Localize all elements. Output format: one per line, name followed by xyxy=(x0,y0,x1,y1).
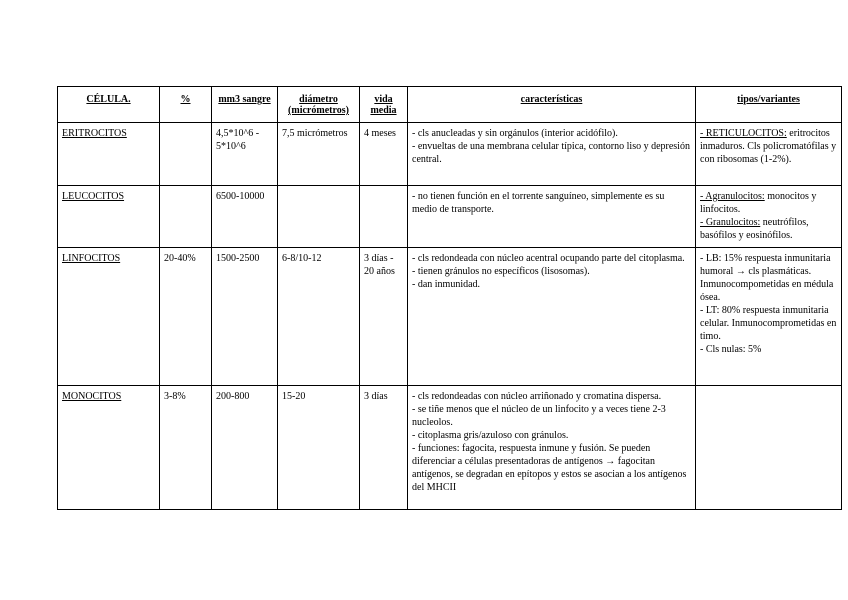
type-line: - Granulocitos: neutrófilos, basófilos y eosinófilos. xyxy=(700,217,809,241)
header-diameter: diámetro (micrómetros) xyxy=(278,87,360,123)
cell-count: 6500-10000 xyxy=(212,186,278,248)
header-mm3: mm3 sangre xyxy=(212,87,278,123)
cell-life: 3 días - 20 años xyxy=(360,248,408,386)
cell-types xyxy=(696,386,842,510)
cell-count: 200-800 xyxy=(212,386,278,510)
cell-life: 4 meses xyxy=(360,123,408,186)
feature-line: - citoplasma gris/azuloso con gránulos. xyxy=(412,430,569,441)
table-header-row xyxy=(58,87,842,123)
feature-line: - cls redondeadas con núcleo arriñonado y cromatina dispersa. xyxy=(412,391,662,402)
feature-line: - cls redondeada con núcleo acentral ocupando parte del citoplasma. xyxy=(412,253,685,264)
cell-diameter xyxy=(278,186,360,248)
cell-name: MONOCITOS xyxy=(58,386,160,510)
cell-percent xyxy=(160,123,212,186)
header-features: características xyxy=(408,87,696,123)
type-text: eritrocitos inmaduros. Cls policromatófilas y con ribosomas (1-2%). xyxy=(700,128,837,165)
feature-line: - cls anucleadas y sin orgánulos (interior acidófilo). xyxy=(412,128,618,139)
feature-line: - dan inmunidad. xyxy=(412,279,481,290)
cell-diameter: 6-8/10-12 xyxy=(278,248,360,386)
cell-percent: 3-8% xyxy=(160,386,212,510)
cell-name: LINFOCITOS xyxy=(58,248,160,386)
cell-count: 4,5*10^6 - 5*10^6 xyxy=(212,123,278,186)
cell-features xyxy=(408,123,696,186)
header-life: vida media xyxy=(360,87,408,123)
cell-types xyxy=(696,123,842,186)
cell-name: LEUCOCITOS xyxy=(58,186,160,248)
feature-line: - tienen gránulos no específicos (lisosomas). xyxy=(412,266,590,277)
cell-diameter: 15-20 xyxy=(278,386,360,510)
header-cell: CÉLULA. xyxy=(58,87,160,123)
table-row xyxy=(58,186,842,248)
cell-features xyxy=(408,248,696,386)
header-types: tipos/variantes xyxy=(696,87,842,123)
feature-line: - funciones: fagocita, respuesta inmune y fusión. Se pueden diferenciar a células presentadoras de antígenos → fagocitan antígenos, se degradan en epítopos y estos se asocian a los antígenos del MHCII xyxy=(412,443,687,493)
cell-life: 3 días xyxy=(360,386,408,510)
cell-features xyxy=(408,386,696,510)
cell-types xyxy=(696,186,842,248)
feature-line: - no tienen función en el torrente sanguíneo, simplemente es su medio de transporte. xyxy=(412,191,665,215)
cell-percent xyxy=(160,186,212,248)
table-row xyxy=(58,123,842,186)
type-line: - LB: 15% respuesta inmunitaria humoral → cls plasmáticas. Inmunocompometidas en médula ósea. xyxy=(700,253,834,303)
table-row xyxy=(58,386,842,510)
feature-line: - envueltas de una membrana celular típica, contorno liso y depresión central. xyxy=(412,141,690,165)
type-label: - RETICULOCITOS: xyxy=(700,128,787,139)
cell-count: 1500-2500 xyxy=(212,248,278,386)
type-line: - Agranulocitos: monocitos y linfocitos. xyxy=(700,191,817,215)
type-line: - LT: 80% respuesta inmunitaria celular. Inmunocomprometidas en timo. xyxy=(700,305,837,342)
cell-types xyxy=(696,248,842,386)
type-line: - Cls nulas: 5% xyxy=(700,344,762,355)
cell-diameter: 7,5 micrómetros xyxy=(278,123,360,186)
header-percent: % xyxy=(160,87,212,123)
cell-percent: 20-40% xyxy=(160,248,212,386)
cell-life xyxy=(360,186,408,248)
cell-table xyxy=(57,86,842,510)
cell-name: ERITROCITOS xyxy=(58,123,160,186)
feature-line: - se tiñe menos que el núcleo de un linfocito y a veces tiene 2-3 nucleolos. xyxy=(412,404,666,428)
table-row xyxy=(58,248,842,386)
cell-features xyxy=(408,186,696,248)
